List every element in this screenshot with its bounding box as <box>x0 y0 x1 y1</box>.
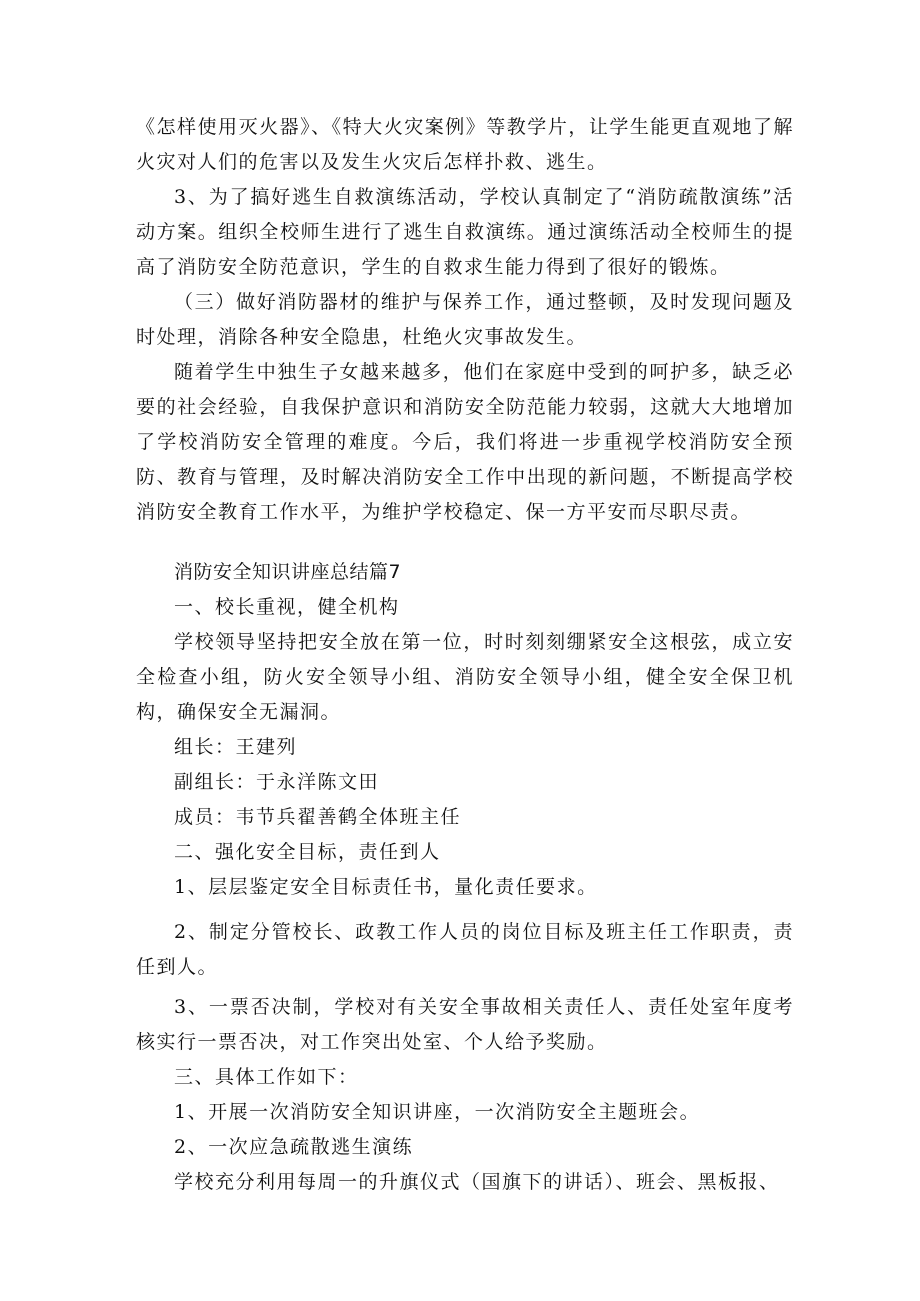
heading-principal-attention: 一、校长重视，健全机构 <box>174 596 400 618</box>
paragraph-teaching-films: 《怎样使用灭火器》、《特大火灾案例》等教学片，让学生能更直观地了解火灾对人们的危害以及发生火灾后怎样扑救、逃生。 <box>136 116 794 173</box>
section-title: 消防安全知识讲座总结篇7 <box>174 561 402 583</box>
list-item-job-duties: 2、制定分管校长、政教工作人员的岗位目标及班主任工作职责，责任到人。 <box>136 921 794 978</box>
list-item-responsibility-letter: 1、层层鉴定安全目标责任书，量化责任要求。 <box>174 876 598 898</box>
list-item-veto-system: 3、一票否决制，学校对有关安全事故相关责任人、责任处室年度考核实行一票否决，对工作突出处室、个人给予奖励。 <box>136 996 794 1053</box>
paragraph-evacuation-drill: 3、为了搞好逃生自救演练活动，学校认真制定了“消防疏散演练”活动方案。组织全校师生进行了逃生自救演练。通过演练活动全校师生的提高了消防安全防范意识，学生的自救求生能力得到了很好的锻炼。 <box>136 186 794 278</box>
heading-safety-goals: 二、强化安全目标，责任到人 <box>174 841 441 863</box>
list-item-drill: 2、一次应急疏散逃生演练 <box>174 1136 414 1158</box>
paragraph-safety-groups: 学校领导坚持把安全放在第一位，时时刻刻绷紧安全这根弦，成立安全检查小组，防火安全领导小组、消防安全领导小组，健全安全保卫机构，确保安全无漏洞。 <box>136 631 794 723</box>
group-members: 成员：韦节兵翟善鹤全体班主任 <box>174 806 462 828</box>
group-leader: 组长：王建列 <box>174 736 298 758</box>
heading-specific-work: 三、具体工作如下： <box>174 1066 359 1088</box>
paragraph-flag-ceremony: 学校充分利用每周一的升旗仪式（国旗下的讲话）、班会、黑板报、 <box>174 1171 780 1193</box>
paragraph-equipment-maintenance: （三）做好消防器材的维护与保养工作，通过整顿，及时发现问题及时处理，消除各种安全隐患，杜绝火灾事故发生。 <box>136 291 794 348</box>
deputy-leader: 副组长：于永洋陈文田 <box>174 771 380 793</box>
paragraph-conclusion: 随着学生中独生子女越来越多，他们在家庭中受到的呵护多，缺乏必要的社会经验，自我保护意识和消防安全防范能力较弱，这就大大地增加了学校消防安全管理的难度。今后，我们将进一步重视学校消防安全预防、教育与管理，及时解决消防安全工作中出现的新问题，不断提高学校消防安全教育工作水平，为维护学校稳定、保一方平安而尽职尽责。 <box>136 361 794 523</box>
list-item-lecture: 1、开展一次消防安全知识讲座，一次消防安全主题班会。 <box>174 1101 701 1123</box>
